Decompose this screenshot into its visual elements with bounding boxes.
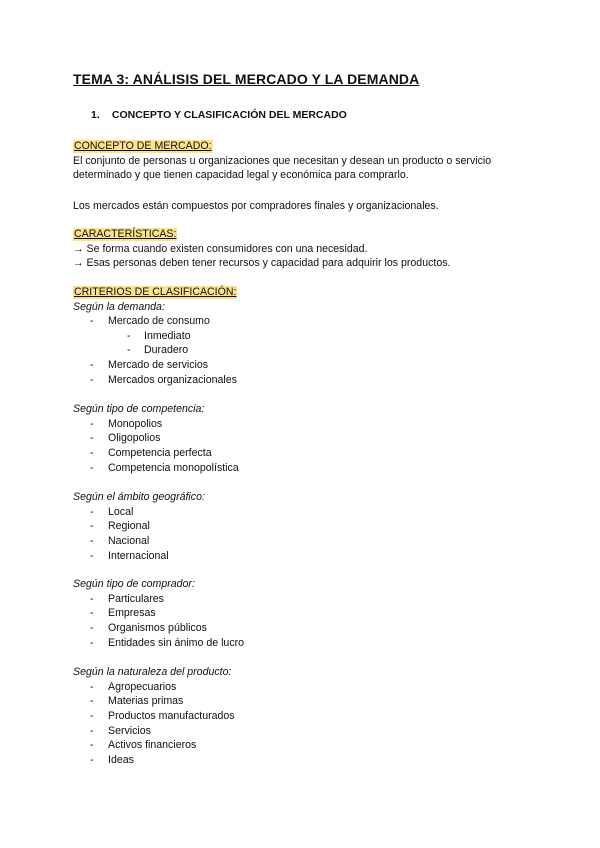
- list-item: - Inmediato: [73, 329, 237, 344]
- section-number: 1.: [91, 109, 100, 121]
- list-item: - Agropecuarios: [73, 680, 235, 695]
- list-item: - Materias primas: [73, 694, 235, 709]
- competencia-block: [73, 402, 239, 475]
- competencia-label: Según tipo de competencia:: [73, 403, 205, 415]
- list-item: - Mercado de consumo: [73, 314, 237, 329]
- concepto-paragraph-line-1: El conjunto de personas u organizaciones que necesitan y desean un producto o servicio: [73, 154, 492, 167]
- concepto-heading: CONCEPTO DE MERCADO:: [74, 140, 212, 152]
- list-item: - Entidades sin ánimo de lucro: [73, 636, 244, 651]
- list-item: - Duradero: [73, 343, 237, 358]
- criterios-block: [73, 285, 237, 387]
- comprador-list: [73, 592, 244, 651]
- list-item: - Activos financieros: [73, 738, 235, 753]
- list-item: - Mercado de servicios: [73, 358, 237, 373]
- ambito-block: [73, 490, 205, 563]
- competencia-list: [73, 417, 239, 476]
- ambito-list: [73, 505, 205, 564]
- list-item: - Competencia monopolística: [73, 461, 239, 476]
- concepto-paragraph-line-2: determinado y que tienen capacidad legal y económica para comprarlo.: [73, 169, 409, 181]
- list-item: - Servicios: [73, 724, 235, 739]
- list-item: - Internacional: [73, 549, 205, 564]
- consumo-sublist: [73, 329, 237, 358]
- list-item: - Nacional: [73, 534, 205, 549]
- list-item: - Local: [73, 505, 205, 520]
- caracteristicas-block: [73, 227, 450, 271]
- list-item: - Productos manufacturados: [73, 709, 235, 724]
- list-item: - Regional: [73, 519, 205, 534]
- caracteristica-item: → Se forma cuando existen consumidores con una necesidad.: [73, 242, 368, 255]
- caracteristica-item: → Esas personas deben tener recursos y capacidad para adquirir los productos.: [73, 257, 451, 269]
- comprador-label: Según tipo de comprador:: [73, 578, 195, 590]
- ambito-label: Según el ámbito geográfico:: [73, 491, 205, 503]
- criterios-heading: CRITERIOS DE CLASIFICACIÓN:: [74, 286, 237, 298]
- list-item: - Empresas: [73, 606, 244, 621]
- list-item: - Ideas: [73, 753, 235, 768]
- section-heading: [91, 109, 347, 121]
- demanda-label: Según la demanda:: [73, 300, 165, 313]
- list-item: - Competencia perfecta: [73, 446, 239, 461]
- page-title: TEMA 3: ANÁLISIS DEL MERCADO Y LA DEMANDA: [73, 71, 420, 87]
- concepto-block: [73, 139, 531, 183]
- list-item: - Particulares: [73, 592, 244, 607]
- list-item: - Mercados organizacionales: [73, 373, 237, 388]
- naturaleza-list: [73, 680, 235, 768]
- naturaleza-block: [73, 665, 235, 768]
- demanda-list-rest: [73, 358, 237, 387]
- caracteristicas-heading: CARACTERÍSTICAS:: [74, 228, 177, 240]
- concepto-paragraph-2: Los mercados están compuestos por compradores finales y organizacionales.: [73, 200, 439, 212]
- naturaleza-label: Según la naturaleza del producto:: [73, 666, 232, 678]
- list-item: - Oligopolios: [73, 431, 239, 446]
- comprador-block: [73, 577, 244, 650]
- list-item: - Monopolios: [73, 417, 239, 432]
- demanda-list: [73, 314, 237, 329]
- list-item: - Organismos públicos: [73, 621, 244, 636]
- section-label: CONCEPTO Y CLASIFICACIÓN DEL MERCADO: [111, 109, 347, 121]
